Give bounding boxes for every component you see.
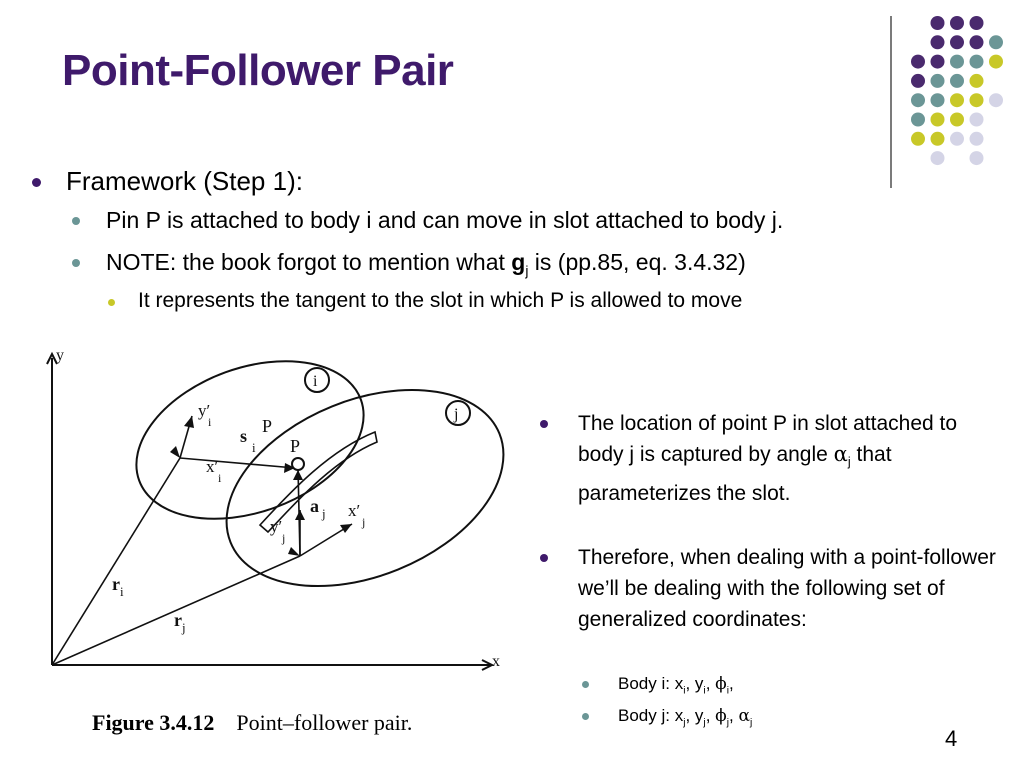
decorative-dot: [911, 93, 925, 107]
xi-sub: i: [218, 471, 222, 485]
decorative-dot: [931, 113, 945, 127]
caption-number: Figure 3.4.12: [92, 710, 215, 735]
aj-label: a: [310, 496, 319, 516]
note-post: is (pp.85, eq. 3.4.32): [528, 249, 746, 275]
decorative-dot: [950, 132, 964, 146]
p-label: P: [290, 436, 301, 456]
r1-post: that parameterizes the slot.: [578, 443, 892, 506]
decorative-dot: [989, 35, 1003, 49]
bullet-dot: [32, 178, 41, 187]
ri-sub: i: [120, 584, 124, 599]
xj-sub: j: [362, 515, 366, 529]
bi-t1: , y: [685, 674, 704, 693]
decorative-dot: [970, 74, 984, 88]
rj-sub: j: [182, 620, 186, 635]
decorative-dot: [950, 55, 964, 69]
bj-s1: j: [683, 717, 686, 729]
bj-s4: j: [749, 717, 753, 729]
bullet-text: Pin P is attached to body i and can move in slot attached to body j.: [106, 207, 784, 233]
bullet-dot: [582, 713, 589, 720]
decorative-dot: [970, 55, 984, 69]
body-j-ellipse: [198, 352, 510, 624]
xi-axis: [180, 458, 295, 468]
body-j-label: j: [454, 406, 459, 423]
note-pre: NOTE: the book forgot to mention what: [106, 249, 512, 275]
decorative-dot: [950, 16, 964, 30]
bi-s2: i: [703, 685, 706, 697]
slide-title: Point-Follower Pair: [62, 46, 454, 95]
note-bold-g: g: [511, 249, 526, 275]
yi-arrowhead: [184, 416, 194, 428]
xi-label: x′: [206, 457, 219, 476]
rj-arrowhead: [288, 547, 300, 556]
bj-t3: ,: [729, 706, 739, 725]
yi-sub: i: [208, 415, 212, 429]
decorative-dot: [931, 93, 945, 107]
yj-arrowhead: [295, 510, 305, 520]
y-axis-label: y: [56, 347, 64, 364]
bullet-dot: [72, 259, 80, 267]
body-i-label: i: [313, 373, 318, 390]
alpha-symbol: α: [833, 442, 848, 466]
r1-pre: The location of point P in slot attached to body j is captured by angle: [578, 412, 958, 466]
decorative-dot: [911, 113, 925, 127]
decorative-dot: [950, 113, 964, 127]
decorative-dot: [989, 55, 1003, 69]
decorative-dot: [931, 16, 945, 30]
phi-symbol: ϕ: [715, 674, 727, 694]
yi-label: y′: [198, 401, 211, 420]
decorative-dot: [911, 74, 925, 88]
bullet-dot: [582, 681, 589, 688]
decorative-dot: [950, 93, 964, 107]
note-sub: j: [525, 263, 529, 279]
decorative-dot: [911, 55, 925, 69]
p-label-upper: P: [262, 416, 273, 436]
decorative-dot: [970, 113, 984, 127]
page-number: 4: [945, 726, 958, 751]
bj-t1: , y: [685, 706, 704, 725]
bj-label: Body j: x: [618, 706, 684, 725]
decorative-dot: [931, 132, 945, 146]
decorative-dot: [931, 74, 945, 88]
decorative-dot: [970, 151, 984, 165]
decorative-dot: [970, 35, 984, 49]
alpha-symbol: α: [738, 706, 750, 726]
bullet-dot: [540, 420, 548, 428]
s-vector-sub: i: [252, 440, 256, 455]
bi-s3: i: [726, 685, 729, 697]
bj-s3: j: [726, 717, 729, 729]
bullet-dot: [540, 554, 548, 562]
decorative-divider: [890, 16, 892, 188]
yj-sub: j: [282, 531, 286, 545]
caption-text: Point–follower pair.: [236, 710, 413, 735]
s-vector-label: s: [240, 426, 248, 446]
bullet-text: Framework (Step 1):: [66, 166, 303, 196]
figure-caption: [92, 710, 412, 736]
bullet-text: It represents the tangent to the slot in which P is allowed to move: [138, 289, 743, 312]
rj-label: r: [174, 610, 182, 630]
decorative-dot: [931, 55, 945, 69]
decorative-dot: [970, 132, 984, 146]
decorative-dot: [950, 74, 964, 88]
body-i-ellipse: [114, 340, 385, 548]
decorative-dot: [970, 16, 984, 30]
decorative-dot: [931, 151, 945, 165]
bullet-text: [618, 706, 752, 728]
bullet-dot: [108, 299, 115, 306]
bi-label: Body i: x: [618, 674, 684, 693]
ri-label: r: [112, 574, 120, 594]
bj-t2: ,: [705, 706, 716, 725]
bi-t3: ,: [729, 674, 734, 693]
ri-arrowhead: [170, 446, 180, 458]
xj-arrowhead: [340, 524, 352, 533]
bullet-dot: [72, 217, 80, 225]
xj-label: x′: [348, 501, 361, 520]
bullet-text: [578, 408, 1008, 509]
bullet-text: [106, 249, 746, 279]
yj-label: y′: [270, 517, 283, 536]
bi-s1: i: [683, 685, 686, 697]
decorative-dot: [970, 93, 984, 107]
decorative-dot: [989, 93, 1003, 107]
r1-sub: j: [847, 455, 851, 470]
bj-s2: j: [703, 717, 706, 729]
decorative-dot: [950, 35, 964, 49]
r-i-vector: [52, 458, 180, 665]
bi-t2: ,: [705, 674, 716, 693]
decorative-dot: [911, 132, 925, 146]
point-follower-figure: [30, 340, 510, 680]
bullet-text: [618, 674, 734, 696]
decorative-dot: [931, 35, 945, 49]
bullet-text: Therefore, when dealing with a point-follower we’ll be dealing with the following set of generalized coordinates:: [578, 546, 996, 631]
x-axis-label: x: [492, 653, 500, 670]
aj-sub: j: [322, 506, 326, 521]
aj-arrowhead: [293, 470, 303, 480]
phi-symbol: ϕ: [715, 706, 727, 726]
